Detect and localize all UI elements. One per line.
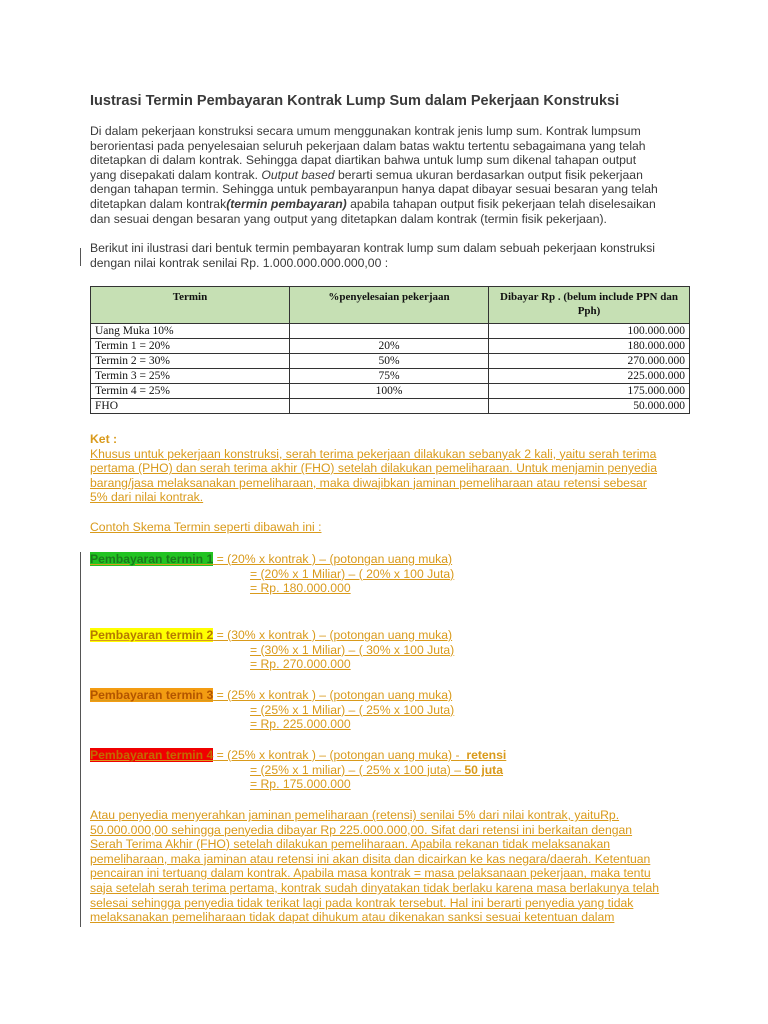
table-row bbox=[91, 324, 690, 339]
edit-marker-top bbox=[80, 248, 81, 266]
closing-line: saja setelah serah terima pertama, kontrak sudah dinyatakan tidak berlaku karena masa berlakunya telah bbox=[90, 880, 660, 895]
cell-amount: 100.000.000 bbox=[489, 324, 690, 339]
intro-line: ditetapkan di dalam kontrak. Sehingga dapat diartikan bahwa untuk lump sum dikenal tahapan output bbox=[90, 153, 637, 168]
scheme-formula: = (30% x kontrak ) – (potongan uang muka) bbox=[213, 628, 453, 642]
cell-amount: 270.000.000 bbox=[489, 354, 690, 369]
intro-text: ditetapkan dalam kontrak bbox=[90, 196, 227, 211]
illustration-paragraph bbox=[90, 241, 690, 270]
scheme-formula: = (25% x kontrak ) – (potongan uang muka) bbox=[213, 688, 453, 702]
intro-line bbox=[90, 168, 690, 183]
termin-pembayaran-term: (termin pembayaran) bbox=[226, 196, 347, 211]
ket-label: Ket : bbox=[90, 432, 118, 446]
scheme-label: Pembayaran termin 1 bbox=[90, 552, 214, 566]
header-termin: Termin bbox=[91, 287, 290, 324]
contoh-heading bbox=[90, 520, 321, 535]
scheme-calc: = (20% x 1 Miliar) – ( 20% x 100 Juta) bbox=[250, 566, 455, 581]
intro-text: yang disepakati dalam kontrak. bbox=[90, 167, 259, 182]
cell-percent: 50% bbox=[290, 354, 489, 369]
cell-amount: 50.000.000 bbox=[489, 399, 690, 414]
scheme-formula: = (25% x kontrak ) – (potongan uang muka) - bbox=[213, 748, 460, 762]
table-row bbox=[91, 354, 690, 369]
intro-text: apabila tahapan output fisik pekerjaan telah diselesaikan bbox=[350, 196, 656, 211]
cell-termin: Termin 2 = 30% bbox=[91, 354, 290, 369]
table-row bbox=[91, 369, 690, 384]
intro-paragraph bbox=[90, 124, 690, 226]
scheme-label: Pembayaran termin 3 bbox=[90, 688, 214, 702]
ket-line: pertama (PHO) dan serah terima akhir (FHO) setelah dilakukan pemeliharaan. Untuk menjamin penyedia bbox=[90, 461, 657, 476]
output-based-term: Output based bbox=[261, 167, 335, 182]
closing-line: melaksanakan pemeliharaan tidak dapat dihukum atau dikenakan sanksi sesuai ketentuan dalam bbox=[90, 910, 615, 925]
intro-line: Di dalam pekerjaan konstruksi secara umum menggunakan kontrak jenis lump sum. Kontrak lumpsum bbox=[90, 124, 641, 138]
closing-line: Serah Terima Akhir (FHO) setelah dilakukan pemeliharaan. Apabila rekanan tidak melaksanakan bbox=[90, 837, 611, 852]
illus-line: Berikut ini ilustrasi dari bentuk termin pembayaran kontrak lump sum dalam sebuah pekerjaan konstruksi bbox=[90, 241, 655, 255]
header-percent: %penyelesaian pekerjaan bbox=[290, 287, 489, 324]
intro-line: berorientasi pada penyelesaian seluruh pekerjaan dalam batas waktu tertentu sebagaimana yang telah bbox=[90, 138, 646, 153]
scheme-termin-1 bbox=[90, 552, 454, 596]
intro-line: dan sesuai dengan besaran yang output yang ditetapkan dalam kontrak (termin fisik pekerjaan). bbox=[90, 211, 607, 226]
cell-termin: Termin 3 = 25% bbox=[91, 369, 290, 384]
scheme-label: Pembayaran termin 4 bbox=[90, 748, 214, 762]
scheme-result: = Rp. 180.000.000 bbox=[250, 581, 351, 596]
ket-line: 5% dari nilai kontrak. bbox=[90, 490, 204, 505]
header-amount: Dibayar Rp . (belum include PPN dan Pph) bbox=[489, 287, 690, 324]
termin-table bbox=[90, 286, 690, 414]
scheme-termin-3 bbox=[90, 688, 454, 732]
closing-line: Atau penyedia menyerahkan jaminan pemeliharaan (retensi) senilai 5% dari nilai kontrak, yaituRp. bbox=[90, 808, 620, 822]
closing-line: selesai sehingga penyedia tidak terikat lagi pada kontrak tersebut. Hal ini berarti penyedia yang tidak bbox=[90, 895, 634, 910]
closing-line: 50.000.000,00 sehingga penyedia dibayar Rp 225.000.000,00. Sifat dari retensi ini berkaitan dengan bbox=[90, 822, 633, 837]
closing-line: pencairan ini tertuang dalam kontrak. Apabila masa kontrak = masa pelaksanaan pekerjaan, maka tentu bbox=[90, 866, 651, 881]
intro-line bbox=[90, 197, 690, 212]
ket-line: Khusus untuk pekerjaan konstruksi, serah terima pekerjaan dilakukan sebanyak 2 kali, yaitu serah terima bbox=[90, 446, 657, 461]
scheme-result: = Rp. 225.000.000 bbox=[250, 717, 351, 732]
cell-percent: 75% bbox=[290, 369, 489, 384]
table-row bbox=[91, 339, 690, 354]
cell-termin: Termin 4 = 25% bbox=[91, 384, 290, 399]
cell-amount: 180.000.000 bbox=[489, 339, 690, 354]
scheme-termin-4 bbox=[90, 748, 506, 792]
table-row bbox=[91, 399, 690, 414]
ket-section bbox=[90, 432, 657, 505]
cell-termin: Uang Muka 10% bbox=[91, 324, 290, 339]
intro-text: berarti semua ukuran berdasarkan output fisik pekerjaan bbox=[337, 167, 643, 182]
intro-line: dengan tahapan termin. Sehingga untuk pembayaranpun hanya dapat dibayar sesuai besaran yang telah bbox=[90, 182, 658, 197]
scheme-calc: = (30% x 1 Miliar) – ( 30% x 100 Juta) bbox=[250, 642, 455, 657]
scheme-result: = Rp. 175.000.000 bbox=[250, 777, 351, 792]
cell-percent: 100% bbox=[290, 384, 489, 399]
scheme-result: = Rp. 270.000.000 bbox=[250, 657, 351, 672]
scheme-label: Pembayaran termin 2 bbox=[90, 628, 214, 642]
cell-percent bbox=[290, 399, 489, 414]
illus-line: dengan nilai kontrak senilai Rp. 1.000.000.000.000,00 : bbox=[90, 255, 389, 270]
table-header-row bbox=[91, 287, 690, 324]
ket-line: barang/jasa melaksanakan pemeliharaan, maka diwajibkan jaminan pemeliharaan atau retensi sebesar bbox=[90, 475, 647, 490]
contoh-text: Contoh Skema Termin seperti dibawah ini : bbox=[90, 520, 322, 534]
closing-line: pemeliharaan, maka jaminan atau retensi ini akan disita dan dicairkan ke kas negara/daerah. Ketentuan bbox=[90, 851, 651, 866]
scheme-formula: = (20% x kontrak ) – (potongan uang muka) bbox=[213, 552, 453, 566]
cell-amount: 225.000.000 bbox=[489, 369, 690, 384]
scheme-calc: = (25% x 1 miliar) – ( 25% x 100 juta) – bbox=[250, 762, 462, 777]
closing-paragraph bbox=[90, 808, 659, 925]
retensi-amount: 50 juta bbox=[464, 762, 504, 777]
cell-amount: 175.000.000 bbox=[489, 384, 690, 399]
cell-percent bbox=[290, 324, 489, 339]
scheme-calc: = (25% x 1 Miliar) – ( 25% x 100 Juta) bbox=[250, 702, 455, 717]
cell-termin: FHO bbox=[91, 399, 290, 414]
edit-marker-left bbox=[80, 552, 81, 927]
table-row bbox=[91, 384, 690, 399]
retensi-label: retensi bbox=[466, 748, 507, 762]
cell-termin: Termin 1 = 20% bbox=[91, 339, 290, 354]
cell-percent: 20% bbox=[290, 339, 489, 354]
scheme-termin-2 bbox=[90, 628, 454, 672]
page-title: Iustrasi Termin Pembayaran Kontrak Lump Sum dalam Pekerjaan Konstruksi bbox=[90, 93, 620, 109]
